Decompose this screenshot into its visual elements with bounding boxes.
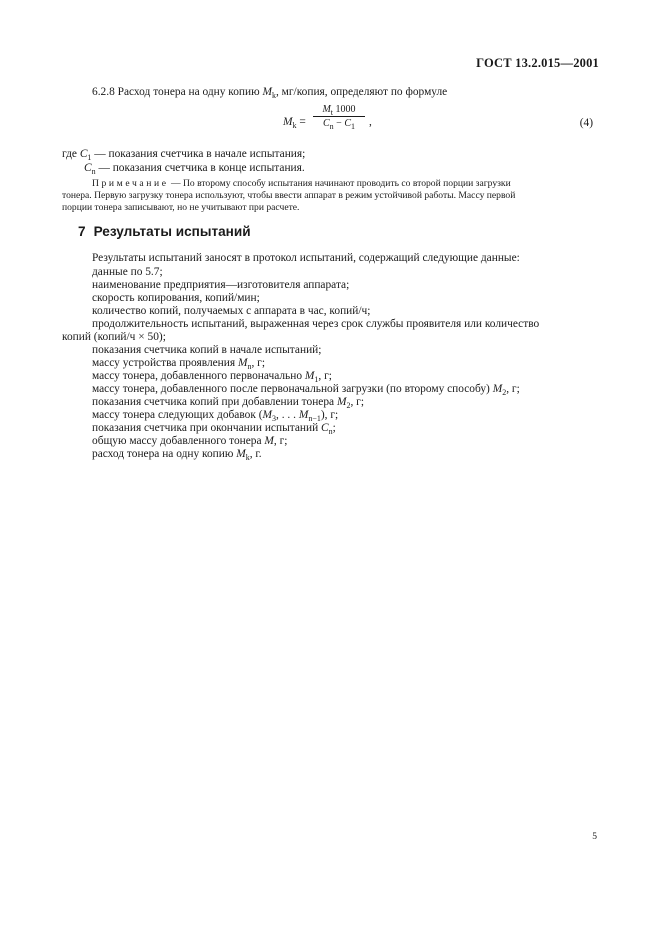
item-tail: , г.	[249, 448, 262, 460]
item-sub: k	[245, 453, 250, 462]
note-label: Примечание	[92, 178, 169, 189]
where-tail-1: — показания счетчика в начале испытания;	[91, 148, 306, 160]
den-sub1: n	[329, 122, 334, 131]
list-item-continuation: копий (копий/ч × 50);	[62, 331, 166, 343]
list-item: данные по 5.7;	[92, 266, 163, 278]
item-text: показания счетчика копий при добавлении тонера	[92, 396, 337, 408]
item-sub: 3	[272, 414, 277, 423]
formula-comma: ,	[369, 116, 372, 128]
item-var: M	[236, 448, 246, 460]
item-text: показания счетчика при окончании испытаний	[92, 422, 322, 434]
fraction-numerator	[313, 104, 365, 115]
equals-sign: =	[296, 116, 306, 128]
den-var1: C	[323, 118, 330, 129]
item-tail: , г;	[350, 396, 365, 408]
var-sub: k	[271, 91, 276, 100]
fraction-bar	[313, 116, 365, 117]
standard-header: ГОСТ 13.2.015—2001	[476, 56, 599, 70]
item-sub: 1	[314, 375, 319, 384]
fraction-denominator	[313, 118, 365, 129]
list-item: показания счетчика копий в начале испытаний;	[92, 344, 322, 356]
equation-number: (4)	[579, 117, 593, 129]
note-line-2: тонера. Первую загрузку тонера используют, чтобы ввести аппарат в режим устойчивой работы. Массу первой	[62, 190, 516, 201]
var-m: M	[262, 86, 272, 98]
item-sub: 2	[346, 401, 351, 410]
where-line-1	[62, 148, 305, 161]
item-var: M	[336, 396, 347, 408]
lhs-var: M	[283, 116, 293, 128]
item-text: расход тонера на одну копию	[92, 448, 237, 460]
note-line-1	[92, 178, 511, 190]
list-item	[92, 409, 338, 422]
clause-tail: , мг/копия, определяют по формуле	[275, 86, 448, 98]
item-text: массу устройства проявления	[92, 357, 238, 369]
item-var: C	[321, 422, 329, 434]
item-var: M	[264, 435, 274, 447]
list-item	[92, 422, 336, 435]
clause-lead: 6.2.8 Расход тонера на одну копию	[92, 86, 263, 98]
item-tail: , г;	[273, 435, 288, 447]
item-text: массу тонера следующих добавок (	[92, 409, 263, 421]
section-number: 7	[78, 224, 86, 239]
list-item	[92, 370, 332, 383]
item-var: M	[237, 357, 248, 369]
where-line-2	[84, 162, 305, 175]
item-var: M	[304, 370, 315, 382]
list-item	[92, 435, 287, 448]
item-mid: , . . .	[276, 409, 299, 421]
note-line-3: порции тонера записывают, но не учитывают при расчете.	[62, 202, 300, 213]
where-var-c1: C	[79, 148, 88, 160]
formula-fraction	[313, 104, 365, 129]
list-item	[92, 448, 262, 461]
section-7-intro: Результаты испытаний заносят в протокол испытаний, содержащий следующие данные:	[92, 252, 520, 264]
den-var2: C	[344, 118, 351, 129]
where-sub-1: 1	[87, 153, 92, 162]
item-sub: n	[328, 427, 333, 436]
item-tail: ), г;	[320, 409, 339, 421]
item-text: массу тонера, добавленного первоначально	[92, 370, 305, 382]
list-item: наименование предприятия—изготовителя аппарата;	[92, 279, 350, 291]
den-sub2: 1	[350, 122, 355, 131]
formula-lhs	[283, 116, 306, 128]
item-var: M	[298, 409, 309, 421]
list-item	[92, 383, 520, 396]
list-item	[92, 357, 265, 370]
lhs-sub: k	[292, 121, 297, 130]
where-var-cn: C	[84, 162, 92, 174]
where-sub-n: n	[91, 167, 96, 176]
num-sub: t	[330, 108, 334, 117]
item-var: M	[492, 383, 503, 395]
list-item: количество копий, получаемых с аппарата в час, копий/ч;	[92, 305, 371, 317]
note-text-1: — По второму способу испытания начинают проводить со второй порции загрузки	[168, 178, 511, 189]
section-7-heading	[78, 224, 251, 239]
list-item	[92, 396, 364, 409]
clause-6-2-8	[92, 86, 447, 99]
section-title: Результаты испытаний	[93, 224, 251, 239]
item-sub: n−1	[308, 414, 321, 423]
where-lead: где	[62, 148, 80, 160]
den-minus: −	[333, 118, 345, 129]
num-var: M	[322, 104, 331, 115]
item-tail: , г;	[318, 370, 332, 382]
item-text: массу тонера, добавленного после первоначальной загрузки (по второму способу)	[92, 383, 493, 395]
item-sub: 2	[502, 388, 507, 397]
where-tail-2: — показания счетчика в конце испытания.	[95, 162, 305, 174]
item-sub: n	[247, 362, 252, 371]
item-tail: , г;	[251, 357, 266, 369]
list-item: скорость копирования, копий/мин;	[92, 292, 260, 304]
num-tail: 1000	[333, 104, 356, 115]
item-tail: ;	[332, 422, 336, 434]
item-var: M	[262, 409, 273, 421]
list-item: продолжительность испытаний, выраженная через срок службы проявителя или количество	[92, 318, 540, 330]
item-text: общую массу добавленного тонера	[92, 435, 265, 447]
page-number: 5	[592, 832, 597, 842]
item-tail: , г;	[506, 383, 520, 395]
